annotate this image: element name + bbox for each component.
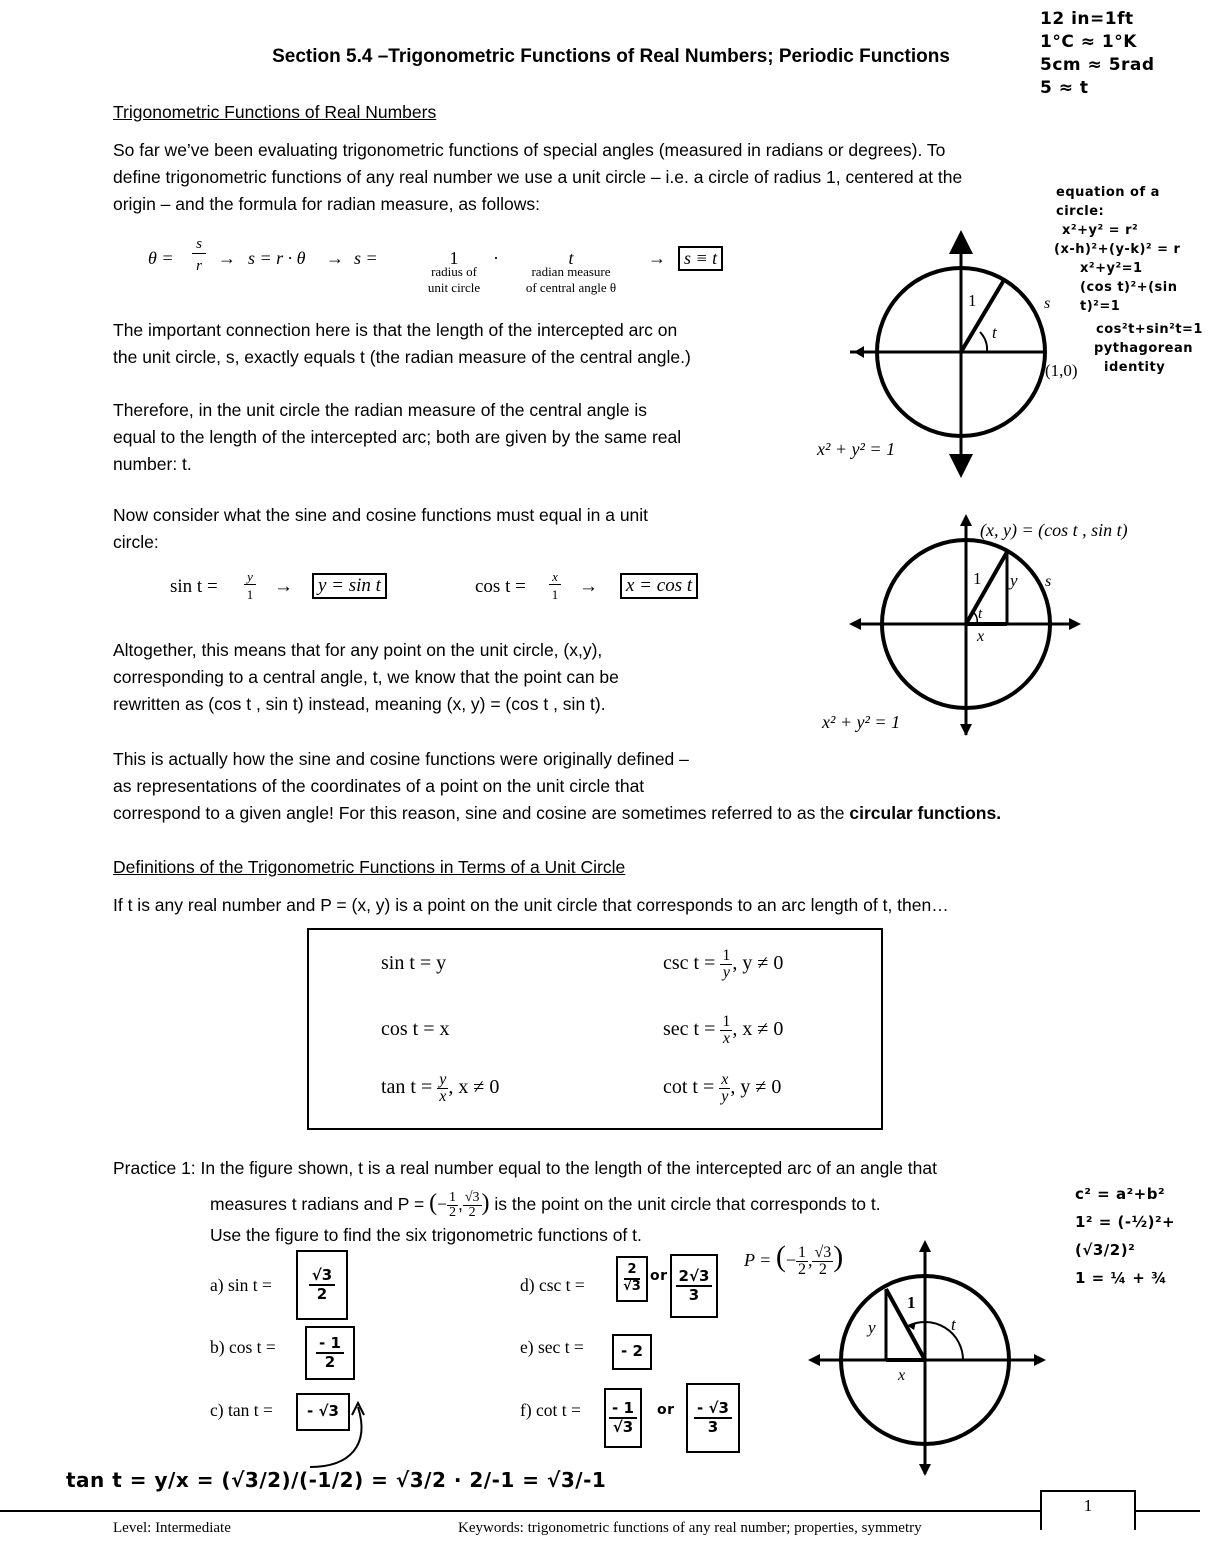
practice-item-c: c) tan t = — [210, 1400, 273, 1420]
figure2-angle-label: t — [978, 606, 983, 622]
answer-sec: - 2 — [612, 1334, 652, 1370]
handwritten-arrow — [300, 1395, 380, 1475]
page-number: 1 — [1083, 1496, 1093, 1515]
radian-formula: θ = s r → s = r · θ → s = 1 radius of unit circle · t radian measure of central angle θ → s ≡ t — [148, 236, 748, 300]
footer-keywords: Keywords: trigonometric functions of any real number; properties, symmetry — [458, 1520, 922, 1536]
practice-line-1: Practice 1: In the figure shown, t is a real number equal to the length of the intercepted arc of an angle that — [113, 1158, 937, 1178]
answer-csc-1: 2 √3 — [616, 1256, 648, 1302]
figure3-y-label: y — [868, 1318, 876, 1337]
figure1-arc-label: s — [1044, 295, 1051, 312]
unit-circle-figure-2 — [845, 510, 1085, 740]
section-heading-real-numbers: Trigonometric Functions of Real Numbers — [113, 102, 437, 122]
figure2-y-label: y — [1010, 571, 1018, 590]
handwritten-circle-notes: equation of a circle: x²+y² = r² (x-h)²+(y-k)² = r x²+y²=1 (cos t)²+(sin t)²=1 cos²t+sin²t=1 pythagorean identity — [1054, 185, 1203, 375]
page-title: Section 5.4 –Trigonometric Functions of Real Numbers; Periodic Functions — [272, 46, 950, 67]
answer-cot-1: - 1 √3 — [604, 1388, 642, 1448]
sin-definition: sin t = y — [381, 952, 447, 974]
figure2-arc-label: s — [1045, 573, 1052, 590]
footer-rule — [0, 1510, 1040, 1512]
page-number-box — [1040, 1490, 1136, 1530]
cos-definition: cos t = x — [381, 1018, 450, 1040]
answer-cot-2: - √3 3 — [686, 1383, 740, 1453]
figure1-radius-label: 1 — [968, 291, 977, 310]
handwritten-unit-notes: 12 in=1ft 1°C ≈ 1°K 5cm ≈ 5rad 5 ≈ t — [1040, 9, 1155, 98]
practice-item-d: d) csc t = — [520, 1275, 585, 1295]
answer-csc-2: 2√3 3 — [670, 1254, 718, 1318]
figure1-angle-label: t — [992, 323, 997, 342]
cosine-definition: cos t = x 1 → x = cos t — [475, 570, 735, 610]
csc-definition: csc t = $\frac{1}{y}$ , y ≠ 0 — [663, 947, 784, 981]
intro-paragraph: So far we’ve been evaluating trigonometric functions of special angles (measured in radians or degrees). To define trigonometric functions of any real number we use a unit circle – i.e. a circle of radius 1, centered at the origin – and the formula for radian measure, as follows: — [113, 140, 963, 214]
answer-csc-or: or — [650, 1268, 668, 1284]
definitions-box — [307, 928, 883, 1130]
figure2-radius-label: 1 — [973, 569, 982, 588]
answer-cos: - 1 2 — [305, 1326, 355, 1380]
practice-item-e: e) sec t = — [520, 1337, 584, 1357]
practice-item-f: f) cot t = — [520, 1400, 581, 1420]
answer-sin: √3 2 — [296, 1250, 348, 1320]
figure1-equation: x² + y² = 1 — [817, 439, 896, 459]
figure3-angle-label: t — [951, 1315, 956, 1334]
footer-rule-right — [1136, 1510, 1200, 1512]
unit-circle-figure-1 — [840, 232, 1051, 472]
figure3-x-label: x — [898, 1367, 906, 1384]
cot-definition: cot t = $\frac{x}{y}$ , y ≠ 0 — [663, 1071, 782, 1105]
sine-definition: sin t = y 1 → y = sin t — [170, 570, 430, 610]
figure2-point-label: (x, y) = (cos t , sin t) — [980, 520, 1128, 540]
figure1-point-label: (1,0) — [1045, 361, 1078, 380]
sine-cosine-paragraph: Now consider what the sine and cosine functions must equal in a unit circle: — [113, 505, 649, 552]
tan-definition: tan t = $\frac{y}{x}$ , x ≠ 0 — [381, 1071, 500, 1105]
unit-circle-figure-3 — [808, 1238, 1048, 1478]
practice-item-a: a) sin t = — [210, 1275, 272, 1295]
figure3-point-label: P = (− $\frac{1}{2}$ , $\frac{√3}{2}$ ) — [744, 1240, 844, 1279]
practice-line-2: measures t radians and P = (− $\frac{1}{2}$ , $\frac{√3}{2}$ ) is the point on the unit circle that corresponds to t. — [210, 1189, 881, 1220]
answer-cot-or: or — [657, 1402, 675, 1418]
radian-measure-paragraph: Therefore, in the unit circle the radian measure of the central angle is equal to the length of the intercepted arc; both are given by the same real number: t. — [113, 400, 682, 474]
handwritten-pythagorean-notes: c² = a²+b² 1² = (-½)²+(√3/2)² 1 = ¼ + ¾ — [1075, 1185, 1176, 1287]
definitions-intro: If t is any real number and P = (x, y) is a point on the unit circle that corresponds to an arc length of t, then… — [113, 895, 949, 915]
figure2-equation: x² + y² = 1 — [822, 712, 901, 732]
footer-level: Level: Intermediate — [113, 1520, 231, 1536]
practice-item-b: b) cos t = — [210, 1337, 276, 1357]
circular-functions-paragraph: This is actually how the sine and cosine functions were originally defined – as representations of the coordinates of a point on the unit circle that correspond to a given angle! For this reason, sine and cosine are sometimes referred to as the circular functions. — [113, 749, 1002, 823]
sec-definition: sec t = $\frac{1}{x}$ , x ≠ 0 — [663, 1013, 784, 1047]
section-heading-definitions: Definitions of the Trigonometric Functions in Terms of a Unit Circle — [113, 857, 626, 877]
handwritten-tan-work: tan t = y/x = (√3/2)/(-1/2) = √3/2 · 2/-1 = √3/-1 — [66, 1468, 607, 1492]
arc-length-paragraph: The important connection here is that the length of the intercepted arc on the unit circle, s, exactly equals t (the radian measure of the central angle.) — [113, 320, 691, 367]
practice-line-3: Use the figure to find the six trigonometric functions of t. — [210, 1225, 642, 1245]
point-coordinates-paragraph: Altogether, this means that for any point on the unit circle, (x,y), corresponding to a central angle, t, we know that the point can be rewritten as (cos t , sin t) instead, meaning (x, y) = (cos t , sin t). — [113, 640, 619, 714]
figure2-x-label: x — [977, 628, 985, 645]
answer-tan: - √3 — [296, 1393, 350, 1431]
figure3-radius-label: 1 — [907, 1293, 916, 1312]
